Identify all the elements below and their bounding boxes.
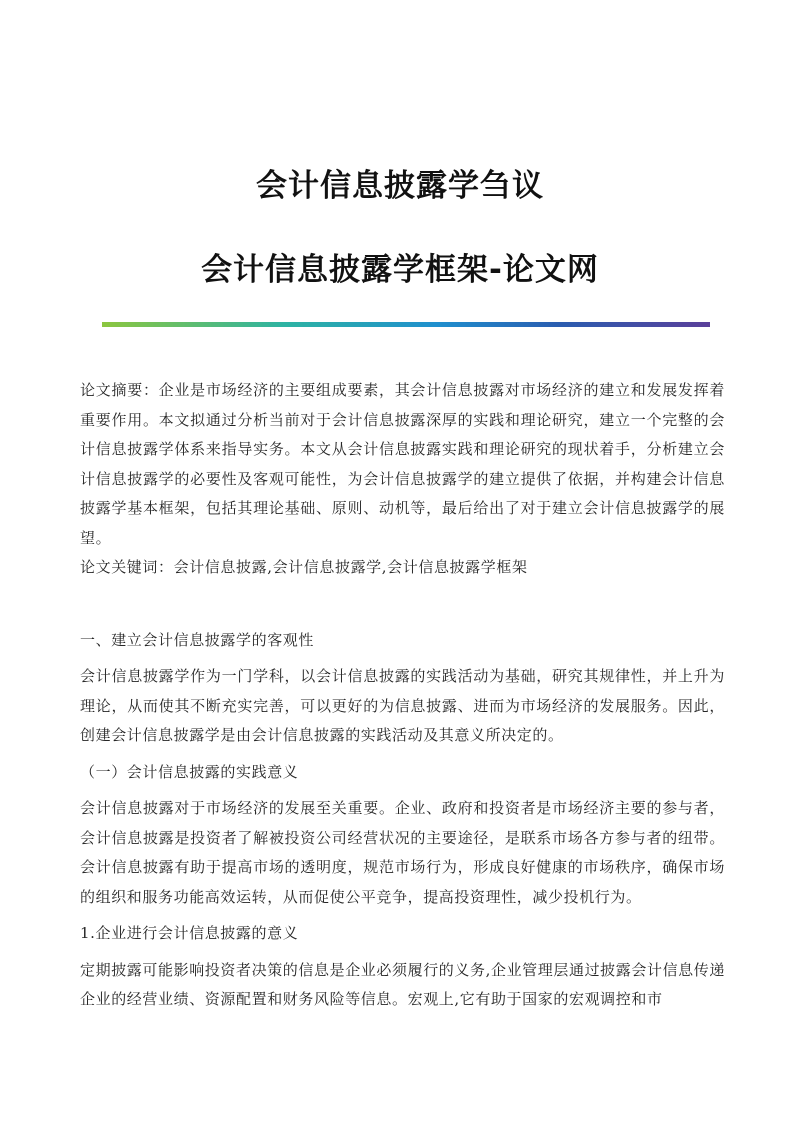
section-heading: 一、建立会计信息披露学的客观性 (80, 630, 315, 649)
document-subtitle: 会计信息披露学框架-论文网 (201, 252, 599, 288)
document-title: 会计信息披露学刍议 (256, 168, 544, 204)
abstract-paragraph: 论文摘要：企业是市场经济的主要组成要素，其会计信息披露对市场经济的建立和发展发挥着重要作用。本文拟通过分析当前对于会计信息披露深厚的实践和理论研究，建立一个完整的会计信息披露学体系来指导实务。本文从会计信息披露实践和理论研究的现状着手，分析建立会计信息披露学的必要性及客观可能性，为会计信息披露学的建立提供了依据，并构建会计信息披露学基本框架，包括其理论基础、原则、动机等，最后给出了对于建立会计信息披露学的展望。 (80, 381, 725, 547)
document-body (80, 376, 725, 1015)
keywords-line: 论文关键词：会计信息披露,会计信息披露学,会计信息披露学框架 (80, 558, 528, 576)
subsection-heading: （一）会计信息披露的实践意义 (80, 762, 299, 781)
gradient-divider (102, 322, 710, 327)
item-heading: 1.企业进行会计信息披露的意义 (80, 924, 299, 942)
subsection-paragraph: 会计信息披露对于市场经济的发展至关重要。企业、政府和投资者是市场经济主要的参与者，会计信息披露是投资者了解被投资公司经营状况的主要途径，是联系市场各方参与者的纽带。会计信息披露有助于提高市场的透明度，规范市场行为，形成良好健康的市场秩序，确保市场的组织和服务功能高效运转，从而促使公平竞争，提高投资理性，减少投机行为。 (80, 799, 725, 906)
item-paragraph: 定期披露可能影响投资者决策的信息是企业必须履行的义务,企业管理层通过披露会计信息传递企业的经营业绩、资源配置和财务风险等信息。宏观上,它有助于国家的宏观调控和市 (80, 960, 725, 1008)
section-paragraph: 会计信息披露学作为一门学科，以会计信息披露的实践活动为基础，研究其规律性，并上升为理论，从而使其不断充实完善，可以更好的为信息披露、进而为市场经济的发展服务。因此，创建会计信息披露学是由会计信息披露的实践活动及其意义所决定的。 (80, 667, 725, 744)
